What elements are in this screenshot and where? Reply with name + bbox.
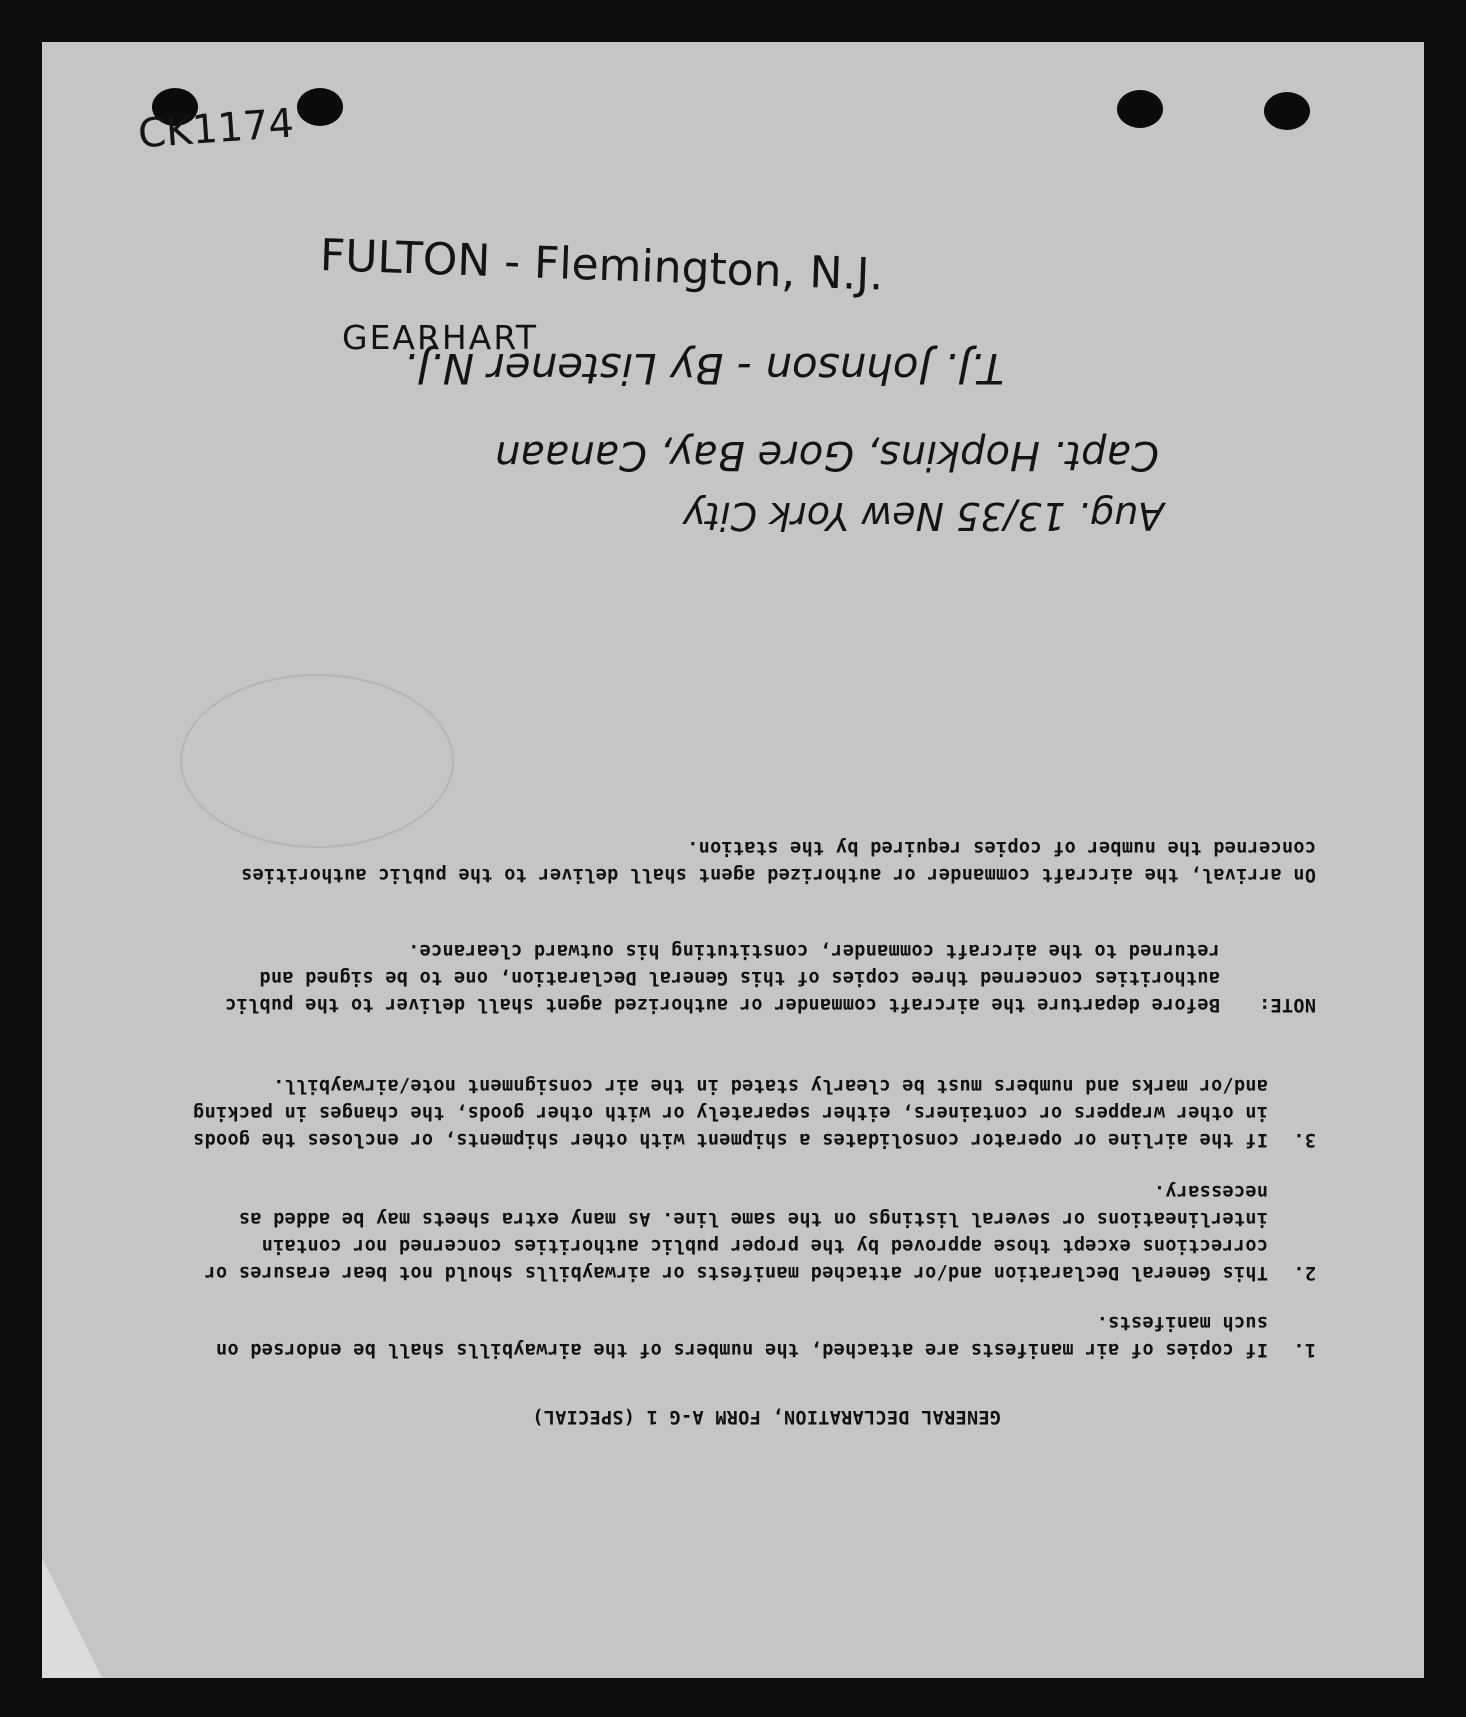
note-label: NOTE: [1258, 994, 1316, 1015]
item-text: If copies of air manifests are attached, the numbers of the airwaybills shall be endorsed on such manifests. [215, 1312, 1268, 1360]
item-number: 2. [1293, 1262, 1316, 1283]
handwritten-inverted-line-2: Capt. Hopkins, Gore Bay, Canaan [494, 432, 1159, 478]
item-number: 3. [1293, 1129, 1316, 1150]
item-text: This General Declaration and/or attached manifests or airwaybills should not bear erasures or corrections except those approved by the proper public authorities concerned nor contain interlineations or several listings on the same line. As many extra sheets may be added as necessary. [204, 1181, 1268, 1283]
arrival-text: On arrival, the aircraft commander or authorized agent shall deliver to the public authorities concerned the number of copies required by the station. [240, 837, 1316, 885]
handwritten-line-1: FULTON - Flemington, N.J. [319, 230, 885, 301]
handwritten-inverted-line-3: Aug. 13/35 New York City [682, 494, 1164, 538]
item-number: 1. [1293, 1339, 1316, 1360]
faded-stamp [180, 674, 454, 848]
document-sheet [42, 42, 1424, 1678]
handwritten-file-mark: CK1174 [136, 100, 296, 158]
form-item-2 [186, 1181, 1316, 1286]
form-item-3 [186, 1075, 1316, 1153]
form-item-1 [186, 1312, 1316, 1363]
handwritten-inverted-line-1: T.J. Johnson - By Listener N.J. [403, 344, 1004, 393]
form-title: GENERAL DECLARATION, FORM A-G 1 (SPECIAL) [532, 1406, 1001, 1427]
item-text: If the airline or operator consolidates a shipment with other shipments, or encloses the goods in other wrappers or containers, either separately or with other goods, the changes in packing and/or marks and numbers must be clearly stated in the air consignment note/airwaybill. [192, 1075, 1268, 1150]
note-text: Before departure the aircraft commander or authorized agent shall deliver to the public authorities concerned three copies of this General Declaration, one to be signed and returned to the aircraft commander, constituting his outward clearance. [224, 940, 1220, 1015]
handwritten-line-2: GEARHART [342, 318, 539, 357]
inverted-content [42, 42, 1424, 1678]
form-note [186, 940, 1316, 1018]
